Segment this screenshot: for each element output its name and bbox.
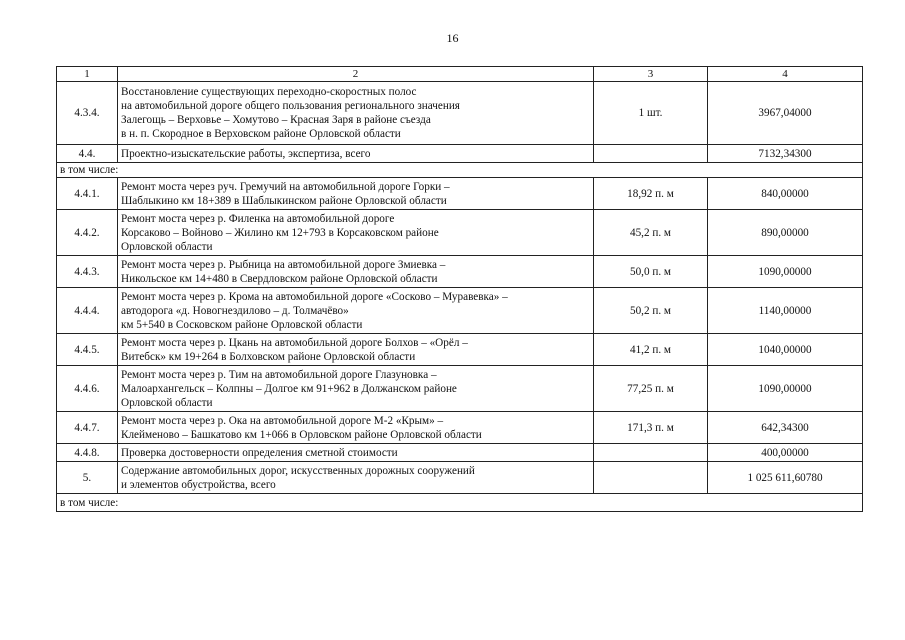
item-number: 4.4.3.	[57, 256, 118, 288]
column-number-2: 2	[118, 67, 594, 82]
item-quantity	[594, 444, 708, 462]
item-description: Ремонт моста через р. Крома на автомобильной дороге «Сосково – Муравевка» – автодорога «д. Новогнездилово – д. Толмачёво» км 5+540 в Сосковском районе Орловской области	[118, 288, 594, 334]
item-number: 4.4.5.	[57, 334, 118, 366]
item-quantity: 77,25 п. м	[594, 366, 708, 412]
item-description: Проектно-изыскательские работы, экспертиза, всего	[118, 145, 594, 163]
table-row	[57, 412, 863, 444]
table-row	[57, 210, 863, 256]
item-amount: 1140,00000	[708, 288, 863, 334]
item-amount: 1040,00000	[708, 334, 863, 366]
item-description: Содержание автомобильных дорог, искусственных дорожных сооружений и элементов обустройства, всего	[118, 462, 594, 494]
item-amount: 642,34300	[708, 412, 863, 444]
item-description: Ремонт моста через р. Цкань на автомобильной дороге Болхов – «Орёл – Витебск» км 19+264 в Болховском районе Орловской области	[118, 334, 594, 366]
column-number-3: 3	[594, 67, 708, 82]
item-number: 4.4.6.	[57, 366, 118, 412]
budget-table	[56, 66, 863, 512]
item-amount: 1090,00000	[708, 256, 863, 288]
item-quantity: 41,2 п. м	[594, 334, 708, 366]
item-quantity: 50,0 п. м	[594, 256, 708, 288]
in-total-label: в том числе:	[57, 494, 863, 512]
item-amount: 840,00000	[708, 178, 863, 210]
item-number: 4.4.	[57, 145, 118, 163]
table-row	[57, 256, 863, 288]
item-quantity: 1 шт.	[594, 82, 708, 145]
item-description: Ремонт моста через р. Рыбница на автомобильной дороге Змиевка – Никольское км 14+480 в Свердловском районе Орловской области	[118, 256, 594, 288]
item-description: Ремонт моста через р. Тим на автомобильной дороге Глазуновка – Малоархангельск – Колпны – Долгое км 91+962 в Должанском районе Орловской области	[118, 366, 594, 412]
item-number: 4.4.4.	[57, 288, 118, 334]
table-row	[57, 288, 863, 334]
item-amount: 400,00000	[708, 444, 863, 462]
item-quantity: 18,92 п. м	[594, 178, 708, 210]
item-quantity	[594, 145, 708, 163]
item-description: Проверка достоверности определения сметной стоимости	[118, 444, 594, 462]
item-number: 4.3.4.	[57, 82, 118, 145]
item-quantity: 50,2 п. м	[594, 288, 708, 334]
item-number: 4.4.8.	[57, 444, 118, 462]
item-number: 5.	[57, 462, 118, 494]
page-number: 16	[446, 31, 459, 45]
item-description: Восстановление существующих переходно-скоростных полос на автомобильной дороге общего пользования регионального значения Залегощь – Верховье – Хомутово – Красная Заря в районе съезда в н. п. Скородное в Верховском районе Орловской области	[118, 82, 594, 145]
column-number-4: 4	[708, 67, 863, 82]
item-amount: 7132,34300	[708, 145, 863, 163]
subtotal-label-row	[57, 494, 863, 512]
item-amount: 1090,00000	[708, 366, 863, 412]
in-total-label: в том числе:	[57, 163, 863, 178]
table-row	[57, 178, 863, 210]
item-amount: 3967,04000	[708, 82, 863, 145]
subtotal-label-row	[57, 163, 863, 178]
item-description: Ремонт моста через р. Ока на автомобильной дороге М-2 «Крым» – Клейменово – Башкатово км 1+066 в Орловском районе Орловской области	[118, 412, 594, 444]
column-number-row	[57, 67, 863, 82]
item-description: Ремонт моста через руч. Гремучий на автомобильной дороге Горки – Шаблыкино км 18+389 в Шаблыкинском районе Орловской области	[118, 178, 594, 210]
table-row	[57, 334, 863, 366]
table-row	[57, 82, 863, 145]
table-row	[57, 462, 863, 494]
column-number-1: 1	[57, 67, 118, 82]
item-quantity	[594, 462, 708, 494]
item-quantity: 45,2 п. м	[594, 210, 708, 256]
item-number: 4.4.7.	[57, 412, 118, 444]
item-quantity: 171,3 п. м	[594, 412, 708, 444]
item-number: 4.4.1.	[57, 178, 118, 210]
table-row	[57, 366, 863, 412]
item-number: 4.4.2.	[57, 210, 118, 256]
table-row	[57, 444, 863, 462]
item-description: Ремонт моста через р. Филенка на автомобильной дороге Корсаково – Войново – Жилино км 12+793 в Корсаковском районе Орловской области	[118, 210, 594, 256]
table-body	[57, 67, 863, 512]
item-amount: 1 025 611,60780	[708, 462, 863, 494]
table-row	[57, 145, 863, 163]
item-amount: 890,00000	[708, 210, 863, 256]
